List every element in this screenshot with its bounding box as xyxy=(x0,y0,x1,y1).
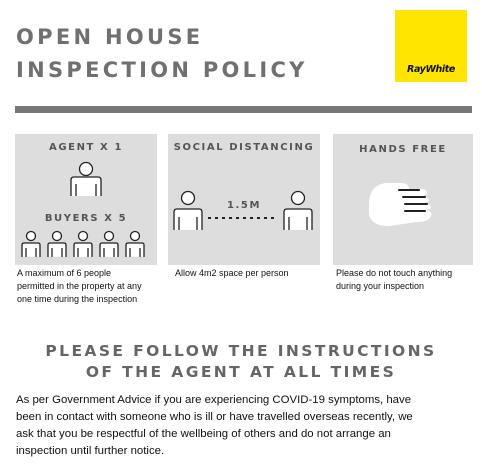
panel-agent-buyers xyxy=(15,134,157,265)
caption-hands-free: Please do not touch anything during your inspection xyxy=(336,268,453,291)
buyer-person-icon-2 xyxy=(48,232,66,258)
agent-count-label: AGENT X 1 xyxy=(49,142,123,153)
logo-text: RayWhite xyxy=(407,64,455,75)
government-advice-paragraph: As per Government Advice if you are experiencing COVID-19 symptoms, have been in contact with someone who is ill or have travelled overseas recently, we ask that you be respectful of the wellbeing of others and do not arrange an inspection until further notice. xyxy=(16,394,413,457)
panel-social-distancing xyxy=(168,134,320,265)
caption-social-distancing: Allow 4m2 space per person xyxy=(175,268,289,278)
people-illustration xyxy=(15,134,157,265)
header-divider xyxy=(15,106,472,113)
buyer-person-icon-4 xyxy=(100,232,118,258)
instructions-line-2: OF THE AGENT AT ALL TIMES xyxy=(85,363,397,381)
buyers-count-label: BUYERS X 5 xyxy=(44,213,128,224)
buyer-person-icon-1 xyxy=(22,232,40,258)
hands-free-label: HANDS FREE xyxy=(359,144,447,155)
instructions-line-1: PLEASE FOLLOW THE INSTRUCTIONS xyxy=(45,342,437,360)
title-line-2: INSPECTION POLICY xyxy=(16,58,308,82)
agent-person-icon xyxy=(71,163,101,197)
buyer-person-icon-5 xyxy=(126,232,144,258)
ray-white-logo xyxy=(395,10,467,82)
title-line-1: OPEN HOUSE xyxy=(16,25,204,49)
buyer-person-icon-3 xyxy=(74,232,92,258)
hand-icon xyxy=(333,134,473,265)
caption-agent-buyers: A maximum of 6 people permitted in the property at any one time during the inspection xyxy=(17,268,142,304)
social-distancing-label: SOCIAL DISTANCING xyxy=(173,142,315,153)
distance-label: 1.5M xyxy=(226,200,262,211)
panel-hands-free xyxy=(333,134,473,265)
